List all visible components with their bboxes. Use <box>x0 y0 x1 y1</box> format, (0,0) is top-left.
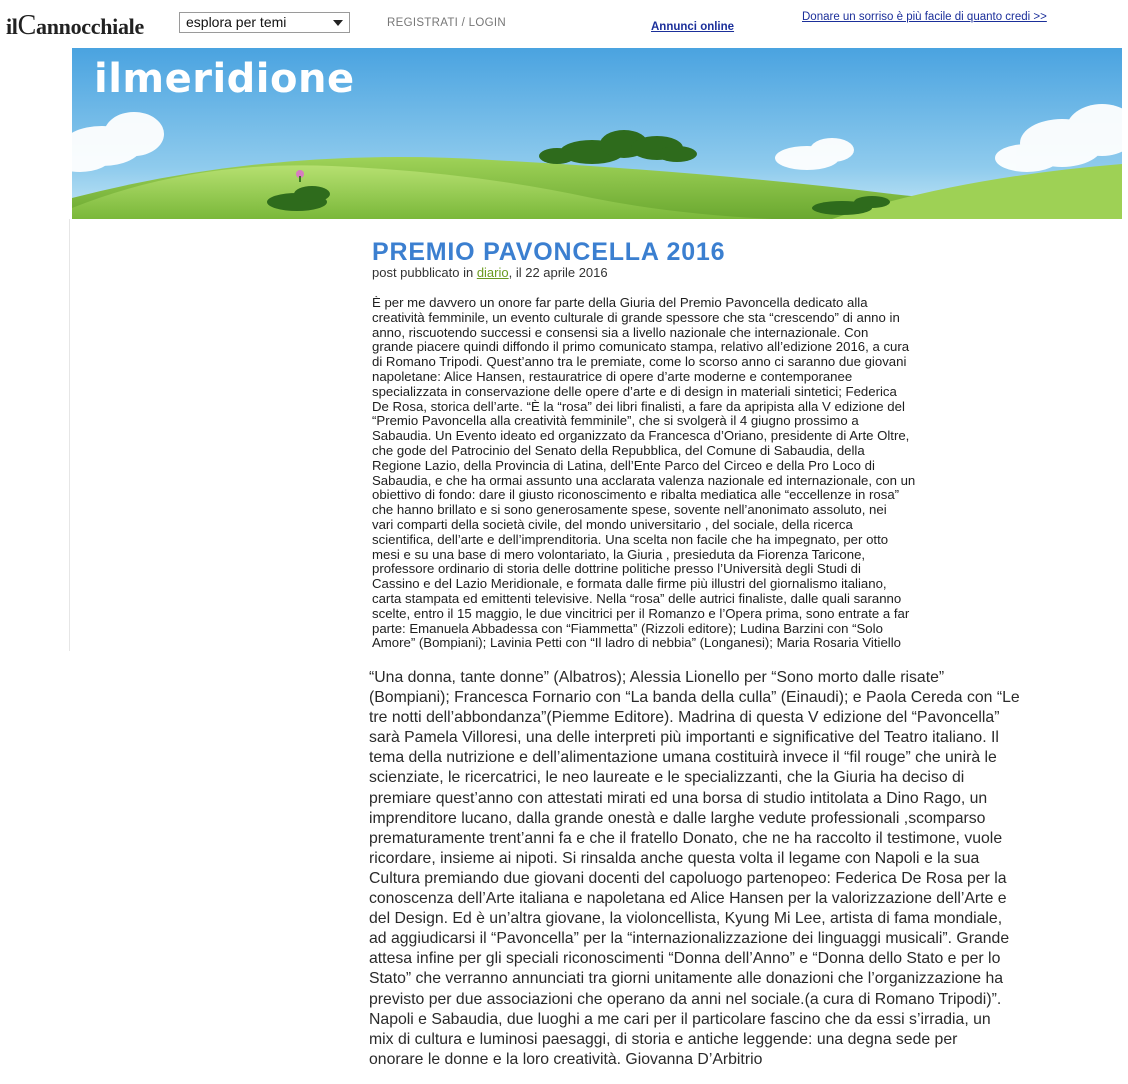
body-line: premiare quest’anno con attestati mirati ed una borsa di studio intitolata a Dino Rago, un <box>369 789 988 807</box>
body-line: del Design. Ed è un’altra giovane, la violoncellista, Kyung Mi Lee, artista di fama mondiale, <box>369 910 1003 928</box>
body-line: Napoli e Sabaudia, due luoghi a me cari per il particolare fascino che da essi s’irradia, un <box>369 1010 991 1028</box>
body-line: “Una donna, tante donne” (Albatros); Alessia Lionello per “Sono morto dalle risate” <box>369 669 945 686</box>
body-line: obiettivo di fondo: dare il giusto riconoscimento e ribalta mediatica alle “eccellenze in rosa” <box>372 487 900 503</box>
body-line: mix di cultura e luminosi paesaggi, di storia e antiche leggende: una degna sede per <box>369 1030 958 1048</box>
register-login-link[interactable]: REGISTRATI / LOGIN <box>387 17 506 29</box>
body-line: Amore” (Bompiani); Lavinia Petti con “Il ladro di nebbia” (Longanesi); Maria Rosaria Vitiello <box>372 635 901 650</box>
post-body-part-2 <box>369 668 1109 1070</box>
body-line: Sabaudia, e che ha ormai assunto una acclarata valenza nazionale ed internazionale, con un <box>372 472 916 488</box>
annunci-online-link[interactable]: Annunci online <box>651 21 735 33</box>
post-category-link[interactable]: diario <box>476 265 509 280</box>
body-line: creatività femminile, un evento culturale di grande spessore che sta “crescendo” di anno in <box>372 309 900 325</box>
body-line: che gode del Patrocinio del Senato della Repubblica, del Comune di Sabaudia, della <box>372 442 865 458</box>
body-line: Cultura premiando due giovani docenti del capoluogo partenopeo: Federica De Rosa per la <box>369 869 1007 887</box>
body-line: tre notti dell’abbondanza”(Piemme Editore). Madrina di questa V edizione del “Pavoncella” <box>369 709 1000 727</box>
blog-header-banner <box>72 48 1122 219</box>
body-line: conoscenza dell’Arte italiana e napoletana ed Alice Hansen per la valorizzazione dell’Arte e <box>369 890 1007 908</box>
body-line: scelte, entro il 15 maggio, le due vincitrici per il Romanzo e l’Opera prima, sono entrate a far <box>372 605 910 621</box>
body-line: previsto per due associazioni che operano da anni nel sociale.(a cura di Romano Tripodi)”. <box>369 990 1002 1008</box>
body-line: sarà Pamela Villoresi, una delle interpreti più importanti e significative del Teatro italiano. Il <box>369 729 999 747</box>
body-line: vari comparti della società civile, del mondo universitario , del sociale, della ricerca <box>372 516 853 532</box>
post-title[interactable]: PREMIO PAVONCELLA 2016 <box>372 238 726 266</box>
body-line: attesa infine per gli speciali riconoscimenti “Donna dell’Anno” e “Donna dello Stato e per lo <box>369 950 1001 968</box>
body-line: tema della nutrizione e dell’alimentazione umana costituirà invece il “fil rouge” che unirà le <box>369 749 997 767</box>
donate-link[interactable]: Donare un sorriso è più facile di quanto credi >> <box>802 11 1047 23</box>
body-line: Cassino e del Lazio Meridionale, e formata dalle firme più illustri del giornalismo italiano, <box>372 576 887 592</box>
explore-select-label: esplora per temi <box>186 14 287 30</box>
post-date: , il 22 aprile 2016 <box>508 265 608 280</box>
body-line: Stato” che verranno annunciati tra giorni unitamente alle donazioni che l’organizzazione ha <box>369 970 1004 988</box>
body-line: scientifica, dell’arte e dell’imprenditoria. Una scelta non facile che ha impegnato, per otto <box>372 531 889 547</box>
body-line: De Rosa, storica dell’arte. “È la “rosa” dei libri finalisti, a fare da apripista alla V edizione del <box>372 398 905 414</box>
body-line: professore ordinario di storia delle dottrine politiche presso l’Università degli Studi di <box>372 561 861 577</box>
body-line: napoletane: Alice Hansen, restauratrice di opere d’arte moderne e contemporanee <box>372 368 853 384</box>
body-line: ad aggiudicarsi il “Pavoncella” per la “internazionalizzazione dei linguaggi musicali”. Grande <box>369 930 1010 948</box>
body-line: imprenditore lucano, dalla grande onestà e dalle larghe vedute professionali ,scomparso <box>369 809 986 827</box>
body-line: ricordare, insieme ai nipoti. Si rinsalda anche questa volta il legame con Napoli e la sua <box>369 849 980 867</box>
logo-prefix: il <box>6 14 18 39</box>
logo-big-letter: C <box>17 10 37 41</box>
body-line: Sabaudia. Un Evento ideato ed organizzato da Francesca d’Oriano, presidente di Arte Oltre, <box>372 428 910 444</box>
left-column-divider <box>69 219 70 651</box>
body-line: “Premio Pavoncella alla creatività femminile”, che si svolgerà il 4 giugno prossimo a <box>372 413 859 429</box>
explore-topics-select[interactable] <box>179 12 350 33</box>
blog-title[interactable]: ilmeridione <box>94 56 355 102</box>
site-logo[interactable] <box>6 10 144 42</box>
logo-suffix: annocchiale <box>36 14 144 39</box>
body-line: di Romano Tripodi. Quest’anno tra le premiate, come lo scorso anno ci saranno due giovani <box>372 354 907 370</box>
post-meta <box>372 265 608 280</box>
body-line: È per me davvero un onore far parte della Giuria del Premio Pavoncella dedicato alla <box>372 296 868 310</box>
body-line: parte: Emanuela Abbadessa con “Fiammetta” (Rizzoli editore); Ludina Barzini con “Solo <box>372 620 883 636</box>
post-body-part-1 <box>372 296 1097 650</box>
chevron-down-icon <box>333 20 343 26</box>
body-line: grande piacere quindi diffondo il primo comunicato stampa, relativo all’edizione 2016, a cura <box>372 339 910 355</box>
top-navigation-bar <box>0 0 1128 48</box>
body-line: anno, riscuotendo successi e consensi sia a livello nazionale che internazionale. Con <box>372 324 869 340</box>
post-meta-prefix: post pubblicato in <box>372 265 474 280</box>
body-line: Regione Lazio, della Provincia di Latina, dell’Ente Parco del Circeo e della Pro Loco di <box>372 457 875 473</box>
body-line: che hanno brillato e si sono generosamente spese, sovente nell’anonimato assoluto, nei <box>372 502 887 518</box>
body-line: specializzata in conservazione delle opere d’arte e di design in materiali sintetici; Federica <box>372 383 897 399</box>
body-line: prematuramente trent’anni fa e che il fratello Donato, che ne ha raccolto il testimone, vuole <box>369 829 1003 847</box>
body-line: (Bompiani); Francesca Fornario con “La banda della culla” (Einaudi); e Paola Cereda con “Le <box>369 689 1020 707</box>
body-line: onorare le donne e la loro creatività. Giovanna D’Arbitrio <box>369 1050 763 1068</box>
body-line: carta stampata ed emittenti televisive. Nella “rosa” delle autrici finaliste, dalle quali saranno <box>372 590 902 606</box>
body-line: scienziate, le ricercatrici, le neo laureate e le specializzanti, che la Giuria ha deciso di <box>369 769 965 787</box>
body-line: mesi e su una base di mero volontariato, la Giuria , presieduta da Fiorenza Taricone, <box>372 546 866 562</box>
